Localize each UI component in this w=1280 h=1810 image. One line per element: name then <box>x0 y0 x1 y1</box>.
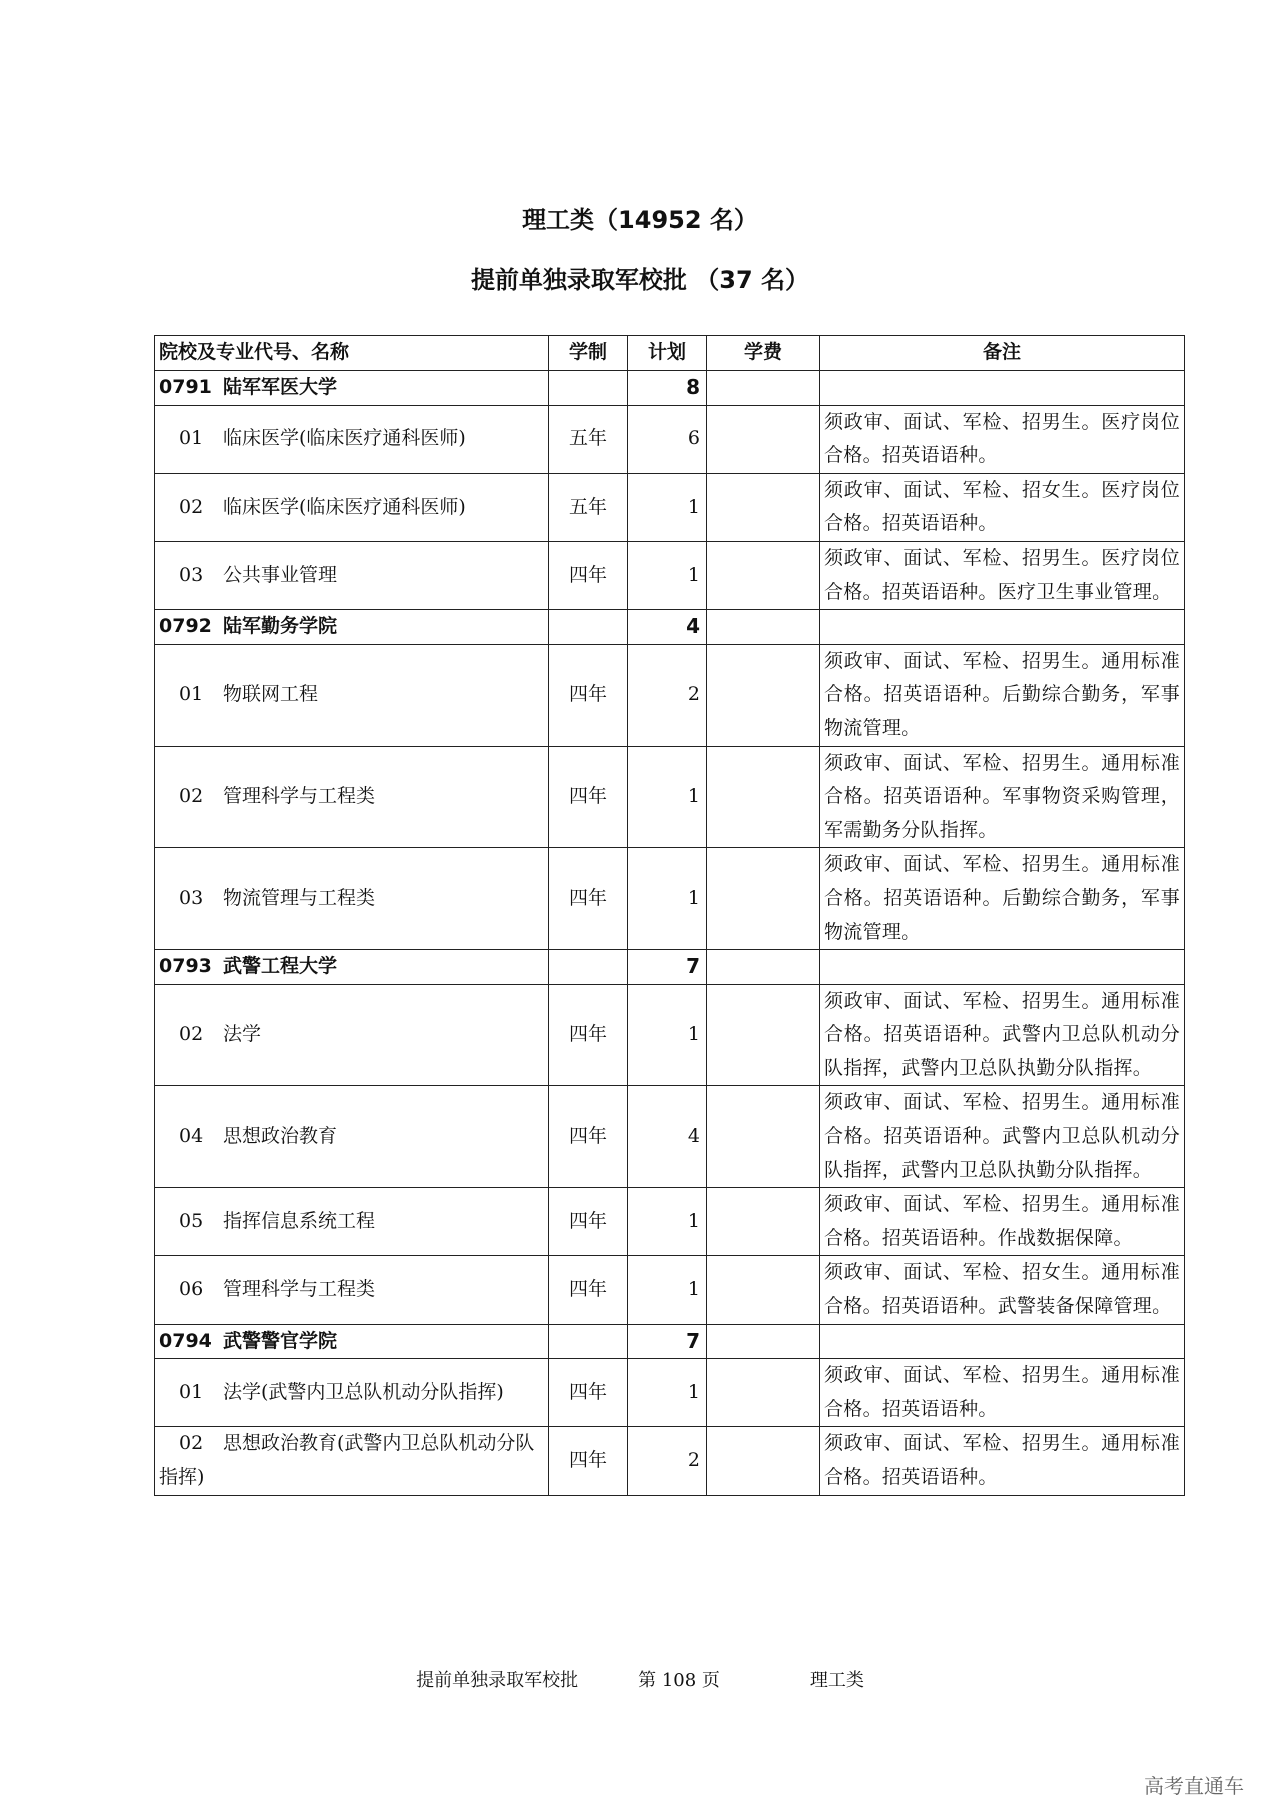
major-note: 须政审、面试、军检、招男生。通用标准合格。招英语语种。武警内卫总队机动分队指挥，武警内卫总队执勤分队指挥。 <box>820 984 1185 1086</box>
major-cell <box>155 405 549 473</box>
footer-batch: 提前单独录取军校批 <box>416 1670 579 1691</box>
institution-name: 陆军军医大学 <box>223 376 338 398</box>
major-cell <box>155 473 549 541</box>
major-name: 管理科学与工程类 <box>223 785 376 808</box>
major-note: 须政审、面试、军检、招男生。通用标准合格。招英语语种。后勤综合勤务，军事物流管理。 <box>820 848 1185 950</box>
major-code: 01 <box>179 1381 204 1404</box>
column-header-note: 备注 <box>820 336 1185 371</box>
institution-note <box>820 950 1185 985</box>
institution-years <box>549 610 628 645</box>
major-fee <box>707 848 820 950</box>
major-fee <box>707 984 820 1086</box>
institution-years <box>549 950 628 985</box>
major-years: 五年 <box>549 473 628 541</box>
major-note: 须政审、面试、军检、招男生。医疗岗位合格。招英语语种。 <box>820 405 1185 473</box>
major-name: 物流管理与工程类 <box>223 886 376 909</box>
major-plan: 1 <box>628 473 707 541</box>
column-header-fee: 学费 <box>707 336 820 371</box>
major-note: 须政审、面试、军检、招女生。医疗岗位合格。招英语语种。 <box>820 473 1185 541</box>
institution-note <box>820 371 1185 406</box>
major-fee <box>707 1188 820 1256</box>
major-code: 02 <box>179 1432 204 1455</box>
major-name: 思想政治教育 <box>223 1125 338 1148</box>
major-row <box>155 1427 1185 1495</box>
major-fee <box>707 1086 820 1188</box>
major-years: 四年 <box>549 746 628 848</box>
major-plan: 1 <box>628 746 707 848</box>
major-plan: 1 <box>628 984 707 1086</box>
major-cell <box>155 1188 549 1256</box>
footer-category: 理工类 <box>809 1670 864 1691</box>
major-row <box>155 644 1185 746</box>
major-code: 03 <box>179 886 204 909</box>
major-note: 须政审、面试、军检、招男生。医疗岗位合格。招英语语种。医疗卫生事业管理。 <box>820 541 1185 609</box>
institution-row <box>155 950 1185 985</box>
major-note: 须政审、面试、军检、招男生。通用标准合格。招英语语种。 <box>820 1427 1185 1495</box>
major-code: 02 <box>179 495 204 518</box>
column-header-plan: 计划 <box>628 336 707 371</box>
major-plan: 1 <box>628 1359 707 1427</box>
major-row <box>155 1086 1185 1188</box>
major-code: 05 <box>179 1210 204 1233</box>
major-row <box>155 746 1185 848</box>
major-note: 须政审、面试、军检、招女生。通用标准合格。招英语语种。武警装备保障管理。 <box>820 1256 1185 1324</box>
major-row <box>155 1188 1185 1256</box>
institution-fee <box>707 950 820 985</box>
major-fee <box>707 1256 820 1324</box>
institution-row <box>155 610 1185 645</box>
institution-name: 武警警官学院 <box>223 1329 338 1352</box>
major-code: 02 <box>179 785 204 808</box>
major-plan: 1 <box>628 1188 707 1256</box>
page-title: 理工类（14952 名） <box>522 206 758 234</box>
major-row <box>155 405 1185 473</box>
enrollment-table <box>154 335 1185 1496</box>
institution-plan: 4 <box>628 610 707 645</box>
institution-plan: 7 <box>628 950 707 985</box>
major-cell <box>155 848 549 950</box>
major-plan: 2 <box>628 644 707 746</box>
major-cell <box>155 1256 549 1324</box>
major-plan: 4 <box>628 1086 707 1188</box>
major-cell <box>155 1359 549 1427</box>
major-code: 02 <box>179 1023 204 1046</box>
institution-cell <box>155 371 549 406</box>
major-row <box>155 1256 1185 1324</box>
institution-cell <box>155 610 549 645</box>
institution-fee <box>707 610 820 645</box>
institution-note <box>820 610 1185 645</box>
column-header-name: 院校及专业代号、名称 <box>155 336 549 371</box>
major-row <box>155 473 1185 541</box>
major-name: 法学 <box>223 1023 262 1046</box>
major-row <box>155 984 1185 1086</box>
institution-name: 武警工程大学 <box>223 955 338 978</box>
major-name: 公共事业管理 <box>223 563 338 586</box>
table-header-row <box>155 336 1185 371</box>
major-cell <box>155 1086 549 1188</box>
institution-row <box>155 371 1185 406</box>
major-code: 06 <box>179 1278 204 1301</box>
major-years: 五年 <box>549 405 628 473</box>
major-row <box>155 541 1185 609</box>
major-plan: 2 <box>628 1427 707 1495</box>
major-code: 01 <box>179 427 204 450</box>
major-note: 须政审、面试、军检、招男生。通用标准合格。招英语语种。作战数据保障。 <box>820 1188 1185 1256</box>
major-fee <box>707 1427 820 1495</box>
major-years: 四年 <box>549 541 628 609</box>
institution-name: 陆军勤务学院 <box>223 615 338 638</box>
institution-cell <box>155 950 549 985</box>
footer-page-number: 第 108 页 <box>638 1670 720 1691</box>
major-cell <box>155 541 549 609</box>
major-fee <box>707 746 820 848</box>
watermark: 高考直通车 <box>1144 1774 1244 1798</box>
major-code: 03 <box>179 563 204 586</box>
institution-years <box>549 371 628 406</box>
major-plan: 1 <box>628 848 707 950</box>
major-plan: 1 <box>628 541 707 609</box>
major-note: 须政审、面试、军检、招男生。通用标准合格。招英语语种。武警内卫总队机动分队指挥，武警内卫总队执勤分队指挥。 <box>820 1086 1185 1188</box>
major-name: 管理科学与工程类 <box>223 1278 376 1301</box>
institution-cell <box>155 1324 549 1359</box>
major-row <box>155 848 1185 950</box>
major-name: 法学(武警内卫总队机动分队指挥) <box>223 1381 504 1404</box>
major-code: 01 <box>179 683 204 706</box>
institution-plan: 7 <box>628 1324 707 1359</box>
institution-note <box>820 1324 1185 1359</box>
institution-row <box>155 1324 1185 1359</box>
major-years: 四年 <box>549 984 628 1086</box>
major-note: 须政审、面试、军检、招男生。通用标准合格。招英语语种。军事物资采购管理，军需勤务分队指挥。 <box>820 746 1185 848</box>
major-name: 指挥信息系统工程 <box>223 1210 376 1233</box>
institution-fee <box>707 371 820 406</box>
major-note: 须政审、面试、军检、招男生。通用标准合格。招英语语种。后勤综合勤务，军事物流管理。 <box>820 644 1185 746</box>
institution-code: 0791 <box>159 376 212 398</box>
institution-code: 0793 <box>159 955 212 978</box>
major-name: 物联网工程 <box>223 683 319 706</box>
major-fee <box>707 473 820 541</box>
page-subtitle: 提前单独录取军校批 （37 名） <box>470 266 810 294</box>
major-name: 临床医学(临床医疗通科医师) <box>223 495 466 518</box>
institution-fee <box>707 1324 820 1359</box>
institution-years <box>549 1324 628 1359</box>
column-header-years: 学制 <box>549 336 628 371</box>
major-cell <box>155 984 549 1086</box>
major-row <box>155 1359 1185 1427</box>
major-years: 四年 <box>549 848 628 950</box>
major-fee <box>707 541 820 609</box>
institution-code: 0792 <box>159 615 212 638</box>
major-name: 临床医学(临床医疗通科医师) <box>223 427 466 450</box>
major-years: 四年 <box>549 1188 628 1256</box>
major-note: 须政审、面试、军检、招男生。通用标准合格。招英语语种。 <box>820 1359 1185 1427</box>
major-cell <box>155 746 549 848</box>
major-fee <box>707 405 820 473</box>
major-name: 思想政治教育(武警内卫总队机动分队指挥) <box>159 1432 535 1488</box>
major-fee <box>707 644 820 746</box>
institution-plan: 8 <box>628 371 707 406</box>
major-years: 四年 <box>549 1256 628 1324</box>
major-cell <box>155 1427 549 1495</box>
major-plan: 1 <box>628 1256 707 1324</box>
major-years: 四年 <box>549 644 628 746</box>
page-footer <box>0 1666 1280 1692</box>
major-code: 04 <box>179 1125 204 1148</box>
institution-code: 0794 <box>159 1329 212 1352</box>
major-plan: 6 <box>628 405 707 473</box>
major-years: 四年 <box>549 1359 628 1427</box>
major-years: 四年 <box>549 1086 628 1188</box>
major-years: 四年 <box>549 1427 628 1495</box>
major-cell <box>155 644 549 746</box>
major-fee <box>707 1359 820 1427</box>
